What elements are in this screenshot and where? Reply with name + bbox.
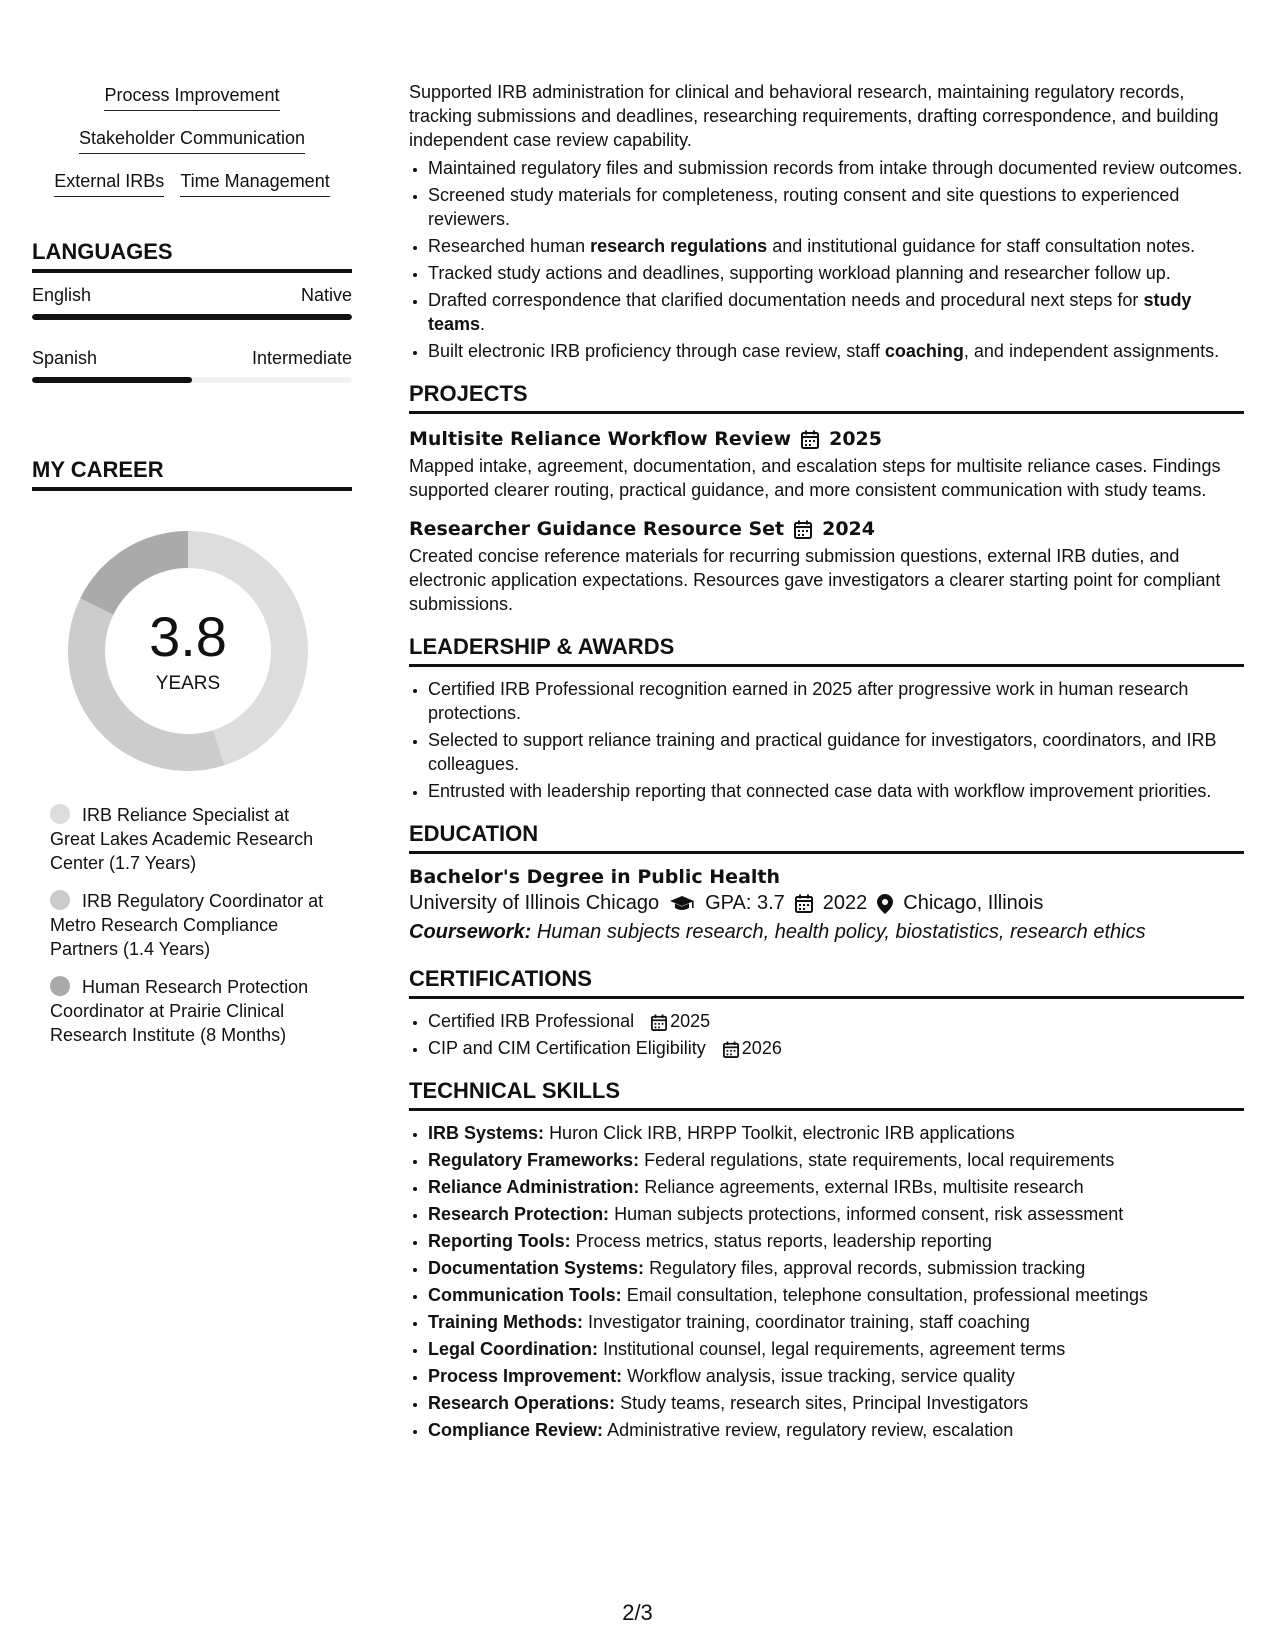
skill-chip: External IRBs	[54, 170, 164, 197]
legend-dot-icon	[50, 976, 70, 996]
education-coursework	[409, 921, 1244, 944]
projects-heading: PROJECTS	[409, 381, 1244, 414]
technical-skill-label: Research Operations:	[428, 1393, 616, 1413]
technical-skill-label: Documentation Systems:	[428, 1258, 645, 1278]
languages-heading: LANGUAGES	[32, 239, 352, 273]
career-role-label: IRB Reliance Specialist at Great Lakes Academic Research Center (1.7 Years)	[50, 805, 314, 873]
career-legend	[50, 803, 335, 1047]
technical-skill-item	[428, 1391, 1244, 1415]
calendar-icon	[723, 1041, 739, 1058]
technical-skill-item	[428, 1337, 1244, 1361]
technical-skill-value: Human subjects protections, informed consent, risk assessment	[614, 1204, 1124, 1224]
technical-skill-label: Process Improvement:	[428, 1366, 623, 1386]
technical-skill-value: Administrative review, regulatory review, escalation	[607, 1420, 1014, 1440]
project-item	[409, 428, 1244, 502]
sidebar	[32, 84, 352, 1061]
career-heading: MY CAREER	[32, 457, 352, 491]
education-year: 2022	[822, 892, 868, 914]
education-school: University of Illinois Chicago	[409, 892, 660, 914]
technical-skill-value: Federal regulations, state requirements, local requirements	[644, 1150, 1115, 1170]
calendar-icon	[801, 430, 819, 449]
experience-bullets	[409, 156, 1244, 363]
coursework-label: Coursework:	[409, 921, 532, 943]
language-bar	[32, 314, 352, 320]
project-title: Researcher Guidance Resource Set	[409, 518, 785, 540]
career-legend-item	[50, 889, 335, 961]
calendar-icon	[795, 894, 813, 913]
certification-year: 2025	[670, 1011, 711, 1031]
experience-bullet: • Researched human research regulations and institutional guidance for staff consultation notes.	[428, 234, 1244, 258]
technical-skill-value: Regulatory files, approval records, submission tracking	[649, 1258, 1086, 1278]
technical-skill-value: Workflow analysis, issue tracking, service quality	[627, 1366, 1015, 1386]
language-bar-fill	[32, 314, 352, 320]
calendar-icon	[651, 1014, 667, 1031]
legend-dot-icon	[50, 890, 70, 910]
skill-chip: Time Management	[180, 170, 329, 197]
technical-skill-value: Process metrics, status reports, leadership reporting	[575, 1231, 992, 1251]
experience-bullet: • Screened study materials for completeness, routing consent and site questions to experienced reviewers.	[428, 183, 1244, 231]
experience-summary: Supported IRB administration for clinical and behavioral research, maintaining regulatory records, tracking submissions and deadlines, researching requirements, drafting correspondence, and building independent case review capability.	[409, 82, 1219, 150]
technical-skill-label: Regulatory Frameworks:	[428, 1150, 640, 1170]
project-title: Multisite Reliance Workflow Review	[409, 428, 792, 450]
leadership-heading: LEADERSHIP & AWARDS	[409, 634, 1244, 667]
career-role-label: IRB Regulatory Coordinator at Metro Research Compliance Partners (1.4 Years)	[50, 891, 324, 959]
technical-skill-value: Study teams, research sites, Principal Investigators	[620, 1393, 1029, 1413]
career-legend-item	[50, 975, 335, 1047]
experience-bullet: • Built electronic IRB proficiency through case review, staff coaching, and independent assignments.	[428, 339, 1244, 363]
leadership-item: • Selected to support reliance training and practical guidance for investigators, coordinators, and IRB colleagues.	[428, 728, 1244, 776]
language-bar-fill	[32, 377, 192, 383]
main-content	[409, 80, 1244, 1445]
certifications-list	[409, 1009, 1244, 1060]
project-year: 2024	[822, 518, 875, 540]
technical-skill-label: Reliance Administration:	[428, 1177, 640, 1197]
language-level: Intermediate	[251, 348, 352, 368]
language-english	[32, 285, 352, 320]
certifications-heading: CERTIFICATIONS	[409, 966, 1244, 999]
certification-item	[428, 1009, 1244, 1033]
leadership-item: • Certified IRB Professional recognition earned in 2025 after progressive work in human research protections.	[428, 677, 1244, 725]
education-details	[409, 892, 1244, 915]
career-legend-item	[50, 803, 335, 875]
education-degree: Bachelor's Degree in Public Health	[409, 866, 781, 888]
project-year: 2025	[829, 428, 882, 450]
skill-chip: Process Improvement	[104, 84, 279, 111]
technical-skill-item	[428, 1418, 1244, 1442]
technical-skill-label: Communication Tools:	[428, 1285, 622, 1305]
technical-skill-item	[428, 1256, 1244, 1280]
technical-skill-label: Training Methods:	[428, 1312, 583, 1332]
skill-chips	[32, 84, 352, 197]
page-number: 2/3	[622, 1600, 653, 1625]
career-total-unit: YEARS	[155, 673, 221, 694]
technical-skill-value: Reliance agreements, external IRBs, multisite research	[644, 1177, 1084, 1197]
certification-name: Certified IRB Professional	[428, 1011, 635, 1031]
coursework-text: Human subjects research, health policy, biostatistics, research ethics	[536, 921, 1146, 943]
language-bar	[32, 377, 352, 383]
education-location: Chicago, Illinois	[903, 892, 1044, 914]
language-spanish	[32, 348, 352, 383]
experience-bullet: • Drafted correspondence that clarified documentation needs and procedural next steps for study teams.	[428, 288, 1244, 336]
technical-skill-item	[428, 1283, 1244, 1307]
technical-skill-item	[428, 1364, 1244, 1388]
technical-skill-label: Compliance Review:	[428, 1420, 604, 1440]
technical-skill-label: Reporting Tools:	[428, 1231, 571, 1251]
technical-skill-value: Investigator training, coordinator training, staff coaching	[588, 1312, 1030, 1332]
certification-year: 2026	[741, 1038, 782, 1058]
technical-skill-label: Legal Coordination:	[428, 1339, 598, 1359]
technical-skill-value: Institutional counsel, legal requirements, agreement terms	[603, 1339, 1066, 1359]
calendar-icon	[794, 520, 812, 539]
career-total-years: 3.8	[149, 605, 227, 668]
project-description: Mapped intake, agreement, documentation, and escalation steps for multisite reliance cases. Findings supported clearer routing, practical guidance, and more consistent communication with study teams.	[409, 456, 1221, 500]
leadership-list	[409, 677, 1244, 803]
certification-name: CIP and CIM Certification Eligibility	[428, 1038, 706, 1058]
language-name: Spanish	[32, 348, 98, 368]
technical-skill-value: Email consultation, telephone consultation, professional meetings	[626, 1285, 1149, 1305]
project-item	[409, 518, 1244, 616]
technical-skill-item	[428, 1175, 1244, 1199]
technical-skill-label: Research Protection:	[428, 1204, 610, 1224]
project-description: Created concise reference materials for recurring submission questions, external IRB duties, and electronic application expectations. Resources gave investigators a clearer starting point for compliant submissions.	[409, 546, 1221, 614]
technical-skill-item	[428, 1148, 1244, 1172]
technical-skill-item	[428, 1229, 1244, 1253]
career-role-label: Human Research Protection Coordinator at Prairie Clinical Research Institute (8 Months)	[50, 977, 309, 1045]
technical-skills-heading: TECHNICAL SKILLS	[409, 1078, 1244, 1111]
language-level: Native	[300, 285, 352, 305]
education-heading: EDUCATION	[409, 821, 1244, 854]
technical-skill-item	[428, 1121, 1244, 1145]
technical-skill-item	[428, 1310, 1244, 1334]
experience-bullet: • Maintained regulatory files and submission records from intake through documented review outcomes.	[428, 156, 1244, 180]
certification-item	[428, 1036, 1244, 1060]
education-gpa: GPA: 3.7	[705, 892, 785, 914]
technical-skill-item	[428, 1202, 1244, 1226]
skill-chip: Stakeholder Communication	[79, 127, 305, 154]
experience-bullet: • Tracked study actions and deadlines, supporting workload planning and researcher follow up.	[428, 261, 1244, 285]
technical-skill-label: IRB Systems:	[428, 1123, 545, 1143]
graduation-cap-icon	[669, 895, 695, 913]
leadership-item: • Entrusted with leadership reporting that connected case data with workflow improvement priorities.	[428, 779, 1244, 803]
location-pin-icon	[877, 894, 893, 914]
career-donut-chart	[68, 531, 308, 771]
technical-skills-list	[409, 1121, 1244, 1442]
language-name: English	[32, 285, 92, 305]
technical-skill-value: Huron Click IRB, HRPP Toolkit, electronic IRB applications	[549, 1123, 1015, 1143]
legend-dot-icon	[50, 804, 70, 824]
